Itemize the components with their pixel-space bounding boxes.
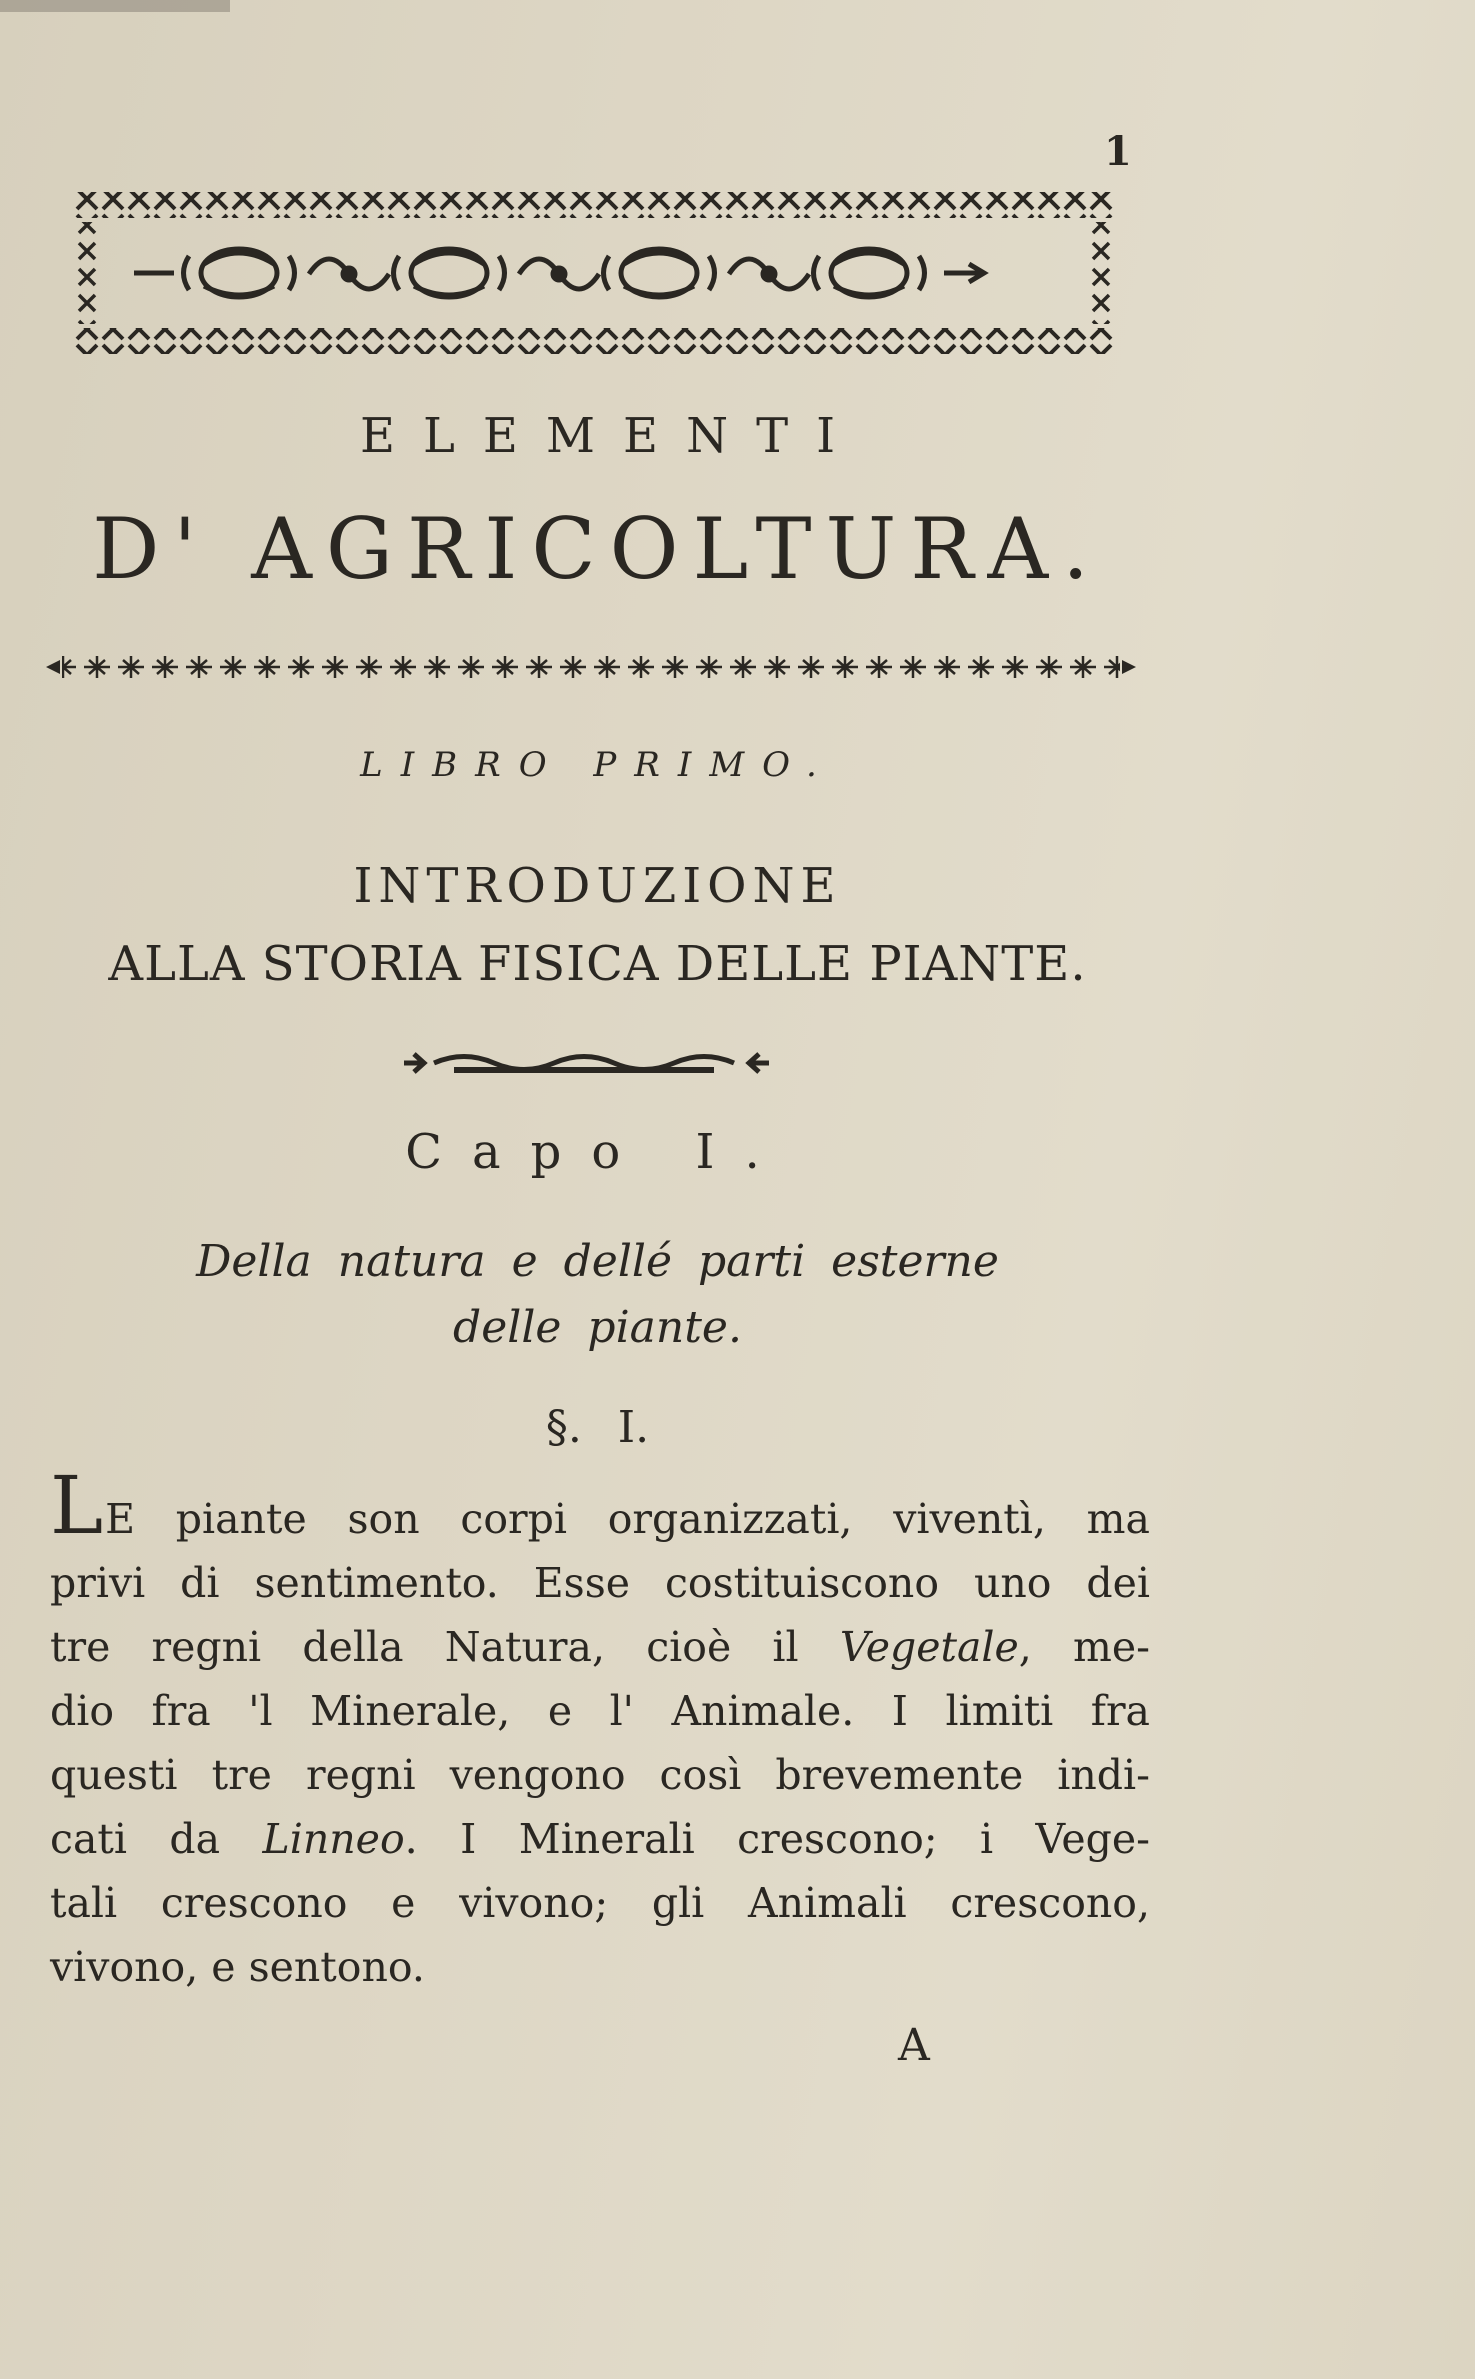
body-line	[50, 1615, 1150, 1679]
catchword: A	[898, 2020, 930, 2071]
ornamental-headpiece	[74, 186, 1114, 360]
body-line	[50, 1743, 1150, 1807]
body-line	[50, 1935, 1150, 1999]
page-edge-shadow	[0, 0, 230, 12]
body-line-text: E piante son corpi organizzati, viventì, ma	[105, 1495, 1150, 1543]
chapter-subtitle-line1: Della natura e dellé parti esterne	[196, 1236, 999, 1287]
title-agricoltura: D' AGRICOLTURA.	[92, 500, 1103, 598]
page-number: 1	[1104, 128, 1132, 175]
body-paragraph	[50, 1459, 1150, 1999]
book-heading: LIBRO PRIMO.	[360, 745, 835, 785]
body-line	[50, 1459, 1150, 1552]
body-line-text: questi tre regni vengono così brevemente indi-	[50, 1751, 1150, 1799]
body-line	[50, 1679, 1150, 1743]
section-title-storia: ALLA STORIA FISICA DELLE PIANTE.	[108, 936, 1087, 992]
chapter-subtitle-line2: delle piante.	[453, 1302, 742, 1353]
body-line	[50, 1807, 1150, 1871]
title-elementi: ELEMENTI	[359, 408, 864, 464]
body-line-text: cati da	[50, 1815, 263, 1863]
body-line-text: privi di sentimento. Esse costituiscono uno dei	[50, 1559, 1150, 1607]
body-line-text: vivono, e sentono.	[50, 1943, 425, 1991]
paragraph-mark: §. I.	[545, 1402, 650, 1453]
body-line	[50, 1871, 1150, 1935]
small-ornament	[394, 1046, 779, 1080]
chapter-heading: Capo I.	[405, 1124, 790, 1180]
ornamental-rule	[46, 652, 1136, 682]
body-line-text: . I Minerali crescono; i Vege-	[404, 1815, 1150, 1863]
body-line-text: tre regni della Natura, cioè il	[50, 1623, 840, 1671]
body-line-text: dio fra 'l Minerale, e l' Animale. I limiti fra	[50, 1687, 1150, 1735]
body-line-text: , me-	[1018, 1623, 1150, 1671]
drop-cap: L	[50, 1459, 104, 1552]
italic-term: Linneo	[262, 1815, 405, 1863]
section-title-introduzione: INTRODUZIONE	[353, 858, 842, 914]
body-line	[50, 1551, 1150, 1615]
italic-term: Vegetale	[839, 1623, 1019, 1671]
body-line-text: tali crescono e vivono; gli Animali crescono,	[50, 1879, 1150, 1927]
